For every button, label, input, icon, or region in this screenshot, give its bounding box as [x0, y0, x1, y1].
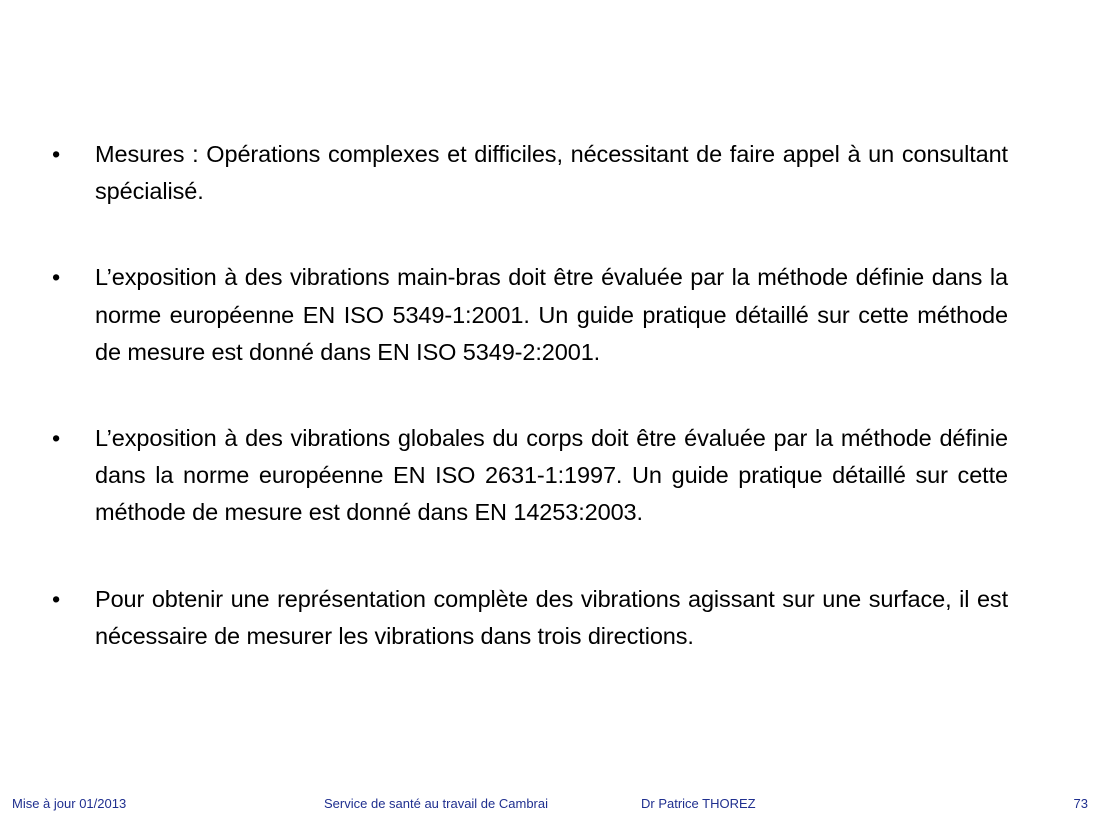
slide-footer [0, 796, 1100, 814]
footer-service-name: Service de santé au travail de Cambrai [324, 796, 549, 811]
footer-author: Dr Patrice THOREZ [641, 796, 756, 811]
page-number: 73 [1073, 796, 1088, 811]
bullet-item [52, 259, 1008, 371]
bullet-icon: • [52, 585, 61, 612]
bullet-icon: • [52, 425, 61, 452]
footer-update-date: Mise à jour 01/2013 [12, 796, 127, 811]
bullet-list [52, 136, 1008, 655]
bullet-text: L’exposition à des vibrations main-bras doit être évaluée par la méthode définie dans la norme européenne EN ISO 5349-1:2001. Un guide pratique détaillé sur cette méthode de mesure est donné dans EN ISO 5349-2:2001. [95, 264, 1008, 365]
bullet-item [52, 420, 1008, 532]
bullet-text: L’exposition à des vibrations globales du corps doit être évaluée par la méthode définie dans la norme européenne EN ISO 2631-1:1997. Un guide pratique détaillé sur cette méthode de mesure est donné dans EN 14253:2003. [95, 425, 1008, 526]
bullet-text: Pour obtenir une représentation complète des vibrations agissant sur une surface, il est nécessaire de mesurer les vibrations dans trois directions. [95, 585, 1008, 649]
bullet-icon: • [52, 264, 61, 291]
bullet-text: Mesures : Opérations complexes et difficiles, nécessitant de faire appel à un consultant spécialisé. [95, 141, 1008, 205]
bullet-icon: • [52, 141, 61, 167]
bullet-item [52, 581, 1008, 655]
bullet-item [52, 136, 1008, 210]
